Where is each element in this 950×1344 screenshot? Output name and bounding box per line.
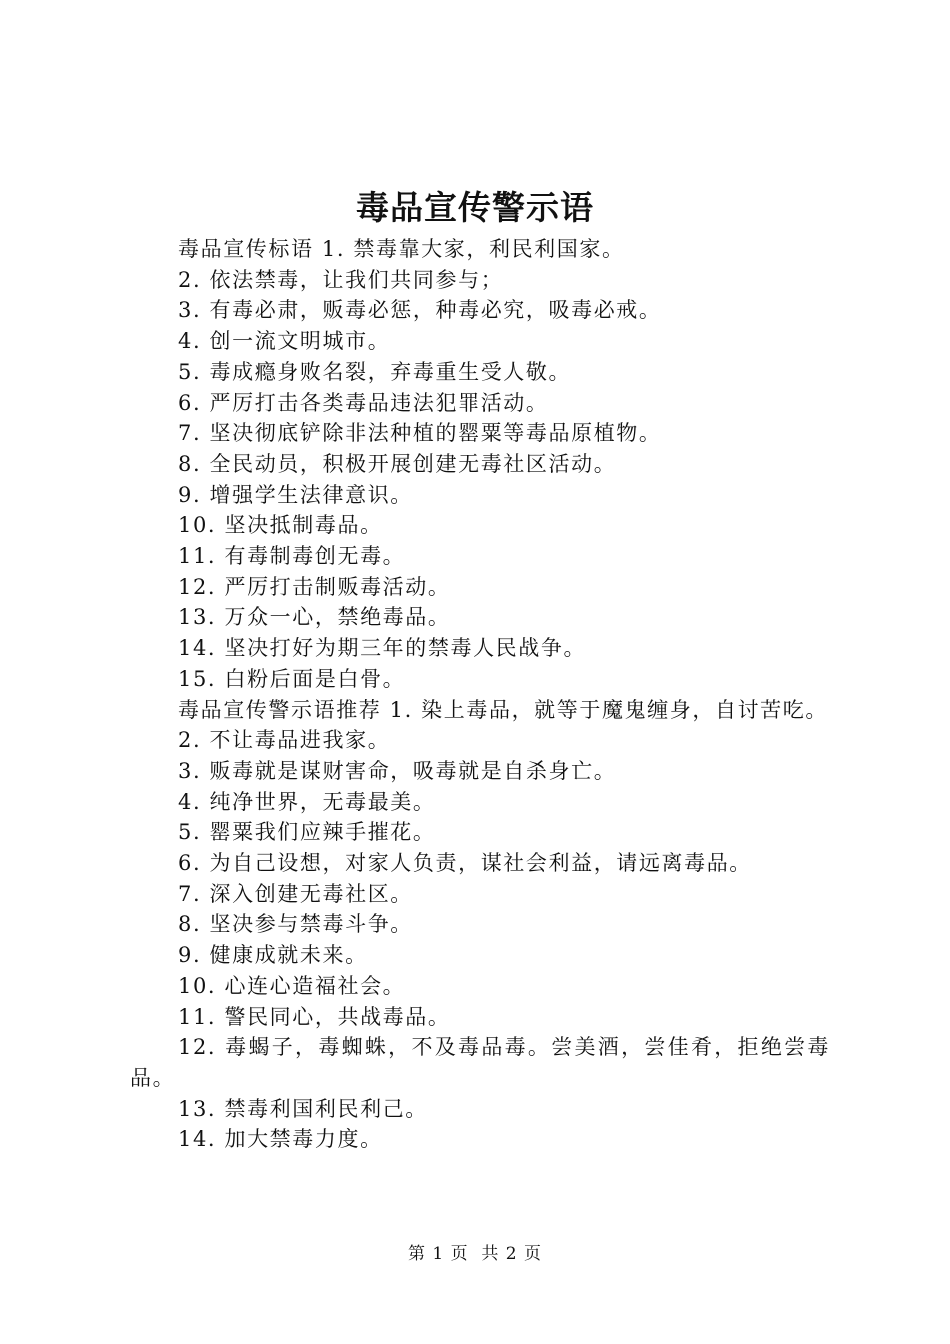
paragraph: 8. 坚决参与禁毒斗争。 — [178, 912, 413, 937]
paragraph: 4. 创一流文明城市。 — [178, 329, 391, 354]
paragraph: 11. 警民同心，共战毒品。 — [178, 1004, 451, 1029]
paragraph: 6. 严厉打击各类毒品违法犯罪活动。 — [178, 390, 549, 415]
paragraph: 12. 严厉打击制贩毒活动。 — [178, 574, 451, 599]
paragraph: 3. 贩毒就是谋财害命，吸毒就是自杀身亡。 — [178, 758, 617, 783]
paragraph: 7. 坚决彻底铲除非法种植的罂粟等毒品原植物。 — [178, 421, 662, 446]
paragraph: 14. 坚决打好为期三年的禁毒人民战争。 — [178, 636, 587, 661]
paragraph: 毒品宣传警示语推荐 1. 染上毒品，就等于魔鬼缠身，自讨苦吃。 — [178, 697, 828, 722]
paragraph: 9. 健康成就未来。 — [178, 943, 368, 968]
paragraph: 11. 有毒制毒创无毒。 — [178, 544, 406, 569]
page-footer — [0, 1240, 950, 1268]
paragraph: 3. 有毒必肃，贩毒必惩，种毒必究，吸毒必戒。 — [178, 298, 662, 323]
paragraph: 10. 坚决抵制毒品。 — [178, 513, 383, 538]
paragraph: 2. 依法禁毒，让我们共同参与； — [178, 267, 504, 292]
paragraph: 12. 毒蝎子，毒蜘蛛，不及毒品毒。尝美酒，尝佳肴，拒绝尝毒品。 — [130, 1035, 830, 1090]
paragraph: 5. 毒成瘾身败名裂，弃毒重生受人敬。 — [178, 359, 572, 384]
paragraph: 9. 增强学生法律意识。 — [178, 482, 413, 507]
document-title: 毒品宣传警示语 — [356, 188, 594, 227]
paragraph: 13. 万众一心，禁绝毒品。 — [178, 605, 451, 630]
paragraph: 13. 禁毒利国利民利己。 — [178, 1096, 428, 1121]
document-body — [130, 234, 830, 1155]
paragraph: 2. 不让毒品进我家。 — [178, 728, 391, 753]
paragraph: 6. 为自己设想，对家人负责，谋社会利益，请远离毒品。 — [178, 851, 752, 876]
paragraph: 7. 深入创建无毒社区。 — [178, 881, 413, 906]
paragraph: 10. 心连心造福社会。 — [178, 973, 406, 998]
paragraph: 5. 罂粟我们应辣手摧花。 — [178, 820, 436, 845]
paragraph: 15. 白粉后面是白骨。 — [178, 666, 406, 691]
paragraph: 14. 加大禁毒力度。 — [178, 1127, 383, 1152]
page-number-text: 第 1 页 共 2 页 — [407, 1244, 543, 1264]
paragraph: 4. 纯净世界，无毒最美。 — [178, 789, 436, 814]
paragraph: 毒品宣传标语 1. 禁毒靠大家，利民利国家。 — [178, 237, 625, 261]
paragraph: 8. 全民动员，积极开展创建无毒社区活动。 — [178, 451, 617, 476]
